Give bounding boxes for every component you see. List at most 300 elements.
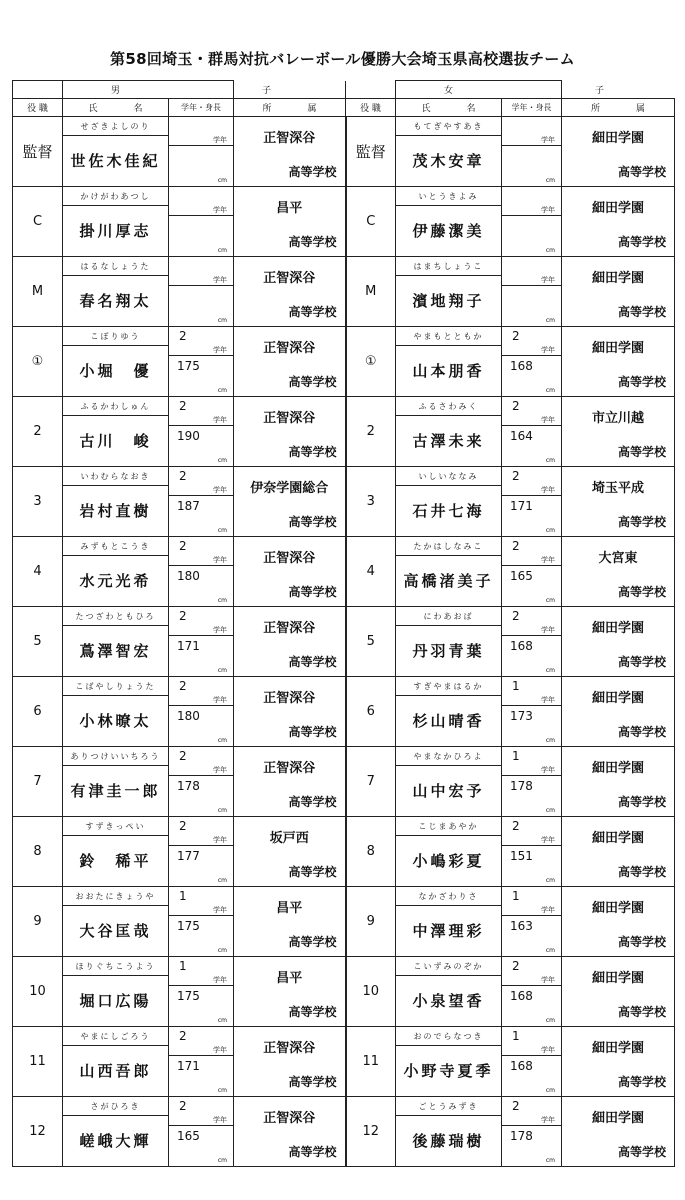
grade-height-cell: [502, 607, 562, 677]
school-cell: [234, 607, 346, 677]
male-player-name-cell: [63, 117, 169, 187]
grade-height-cell: [502, 187, 562, 257]
player-name: 世佐木佳紀: [70, 152, 161, 170]
school-name: 正智深谷: [263, 131, 316, 146]
school-cell: [562, 747, 675, 817]
grade-value: 1: [179, 889, 187, 903]
height-value: 151: [510, 849, 533, 863]
school-cell: [562, 537, 675, 607]
school-cell: [234, 397, 346, 467]
table-row: [13, 117, 675, 187]
grade-value: 2: [179, 749, 187, 763]
grade-value: 2: [179, 399, 187, 413]
height-unit: cm: [217, 247, 227, 254]
grade-unit: 学年: [213, 416, 227, 424]
female-player-name-cell: [396, 607, 502, 677]
school-cell: [562, 467, 675, 537]
school-name: 細田学園: [591, 901, 644, 916]
grade-height-cell: [169, 887, 234, 957]
grade-value: 2: [512, 399, 520, 413]
name-reading: やまもとともか: [396, 327, 501, 346]
grade-unit: 学年: [213, 486, 227, 494]
player-name: 鈴 稀平: [79, 852, 152, 870]
school-name: 埼玉平成: [591, 481, 644, 496]
role-cell: 9: [346, 887, 396, 957]
name-reading: たかはしなみこ: [396, 537, 501, 556]
grade-value: 1: [512, 679, 520, 693]
school-cell: [562, 257, 675, 327]
height-value: 168: [510, 359, 533, 373]
school-cell: [234, 117, 346, 187]
school-type: 高等学校: [288, 865, 337, 879]
gender-header-row: [13, 81, 675, 99]
school-cell: [234, 537, 346, 607]
player-name: 有津圭一郎: [70, 782, 161, 800]
divider: [169, 495, 233, 496]
male-player-name-cell: [63, 537, 169, 607]
school-name: 細田学園: [591, 761, 644, 776]
grade-unit: 学年: [213, 836, 227, 844]
header-name: 氏 名: [63, 99, 169, 117]
school-type: 高等学校: [617, 1145, 666, 1159]
grade-height-cell: [502, 1097, 562, 1167]
male-player-name-cell: [63, 607, 169, 677]
name-reading: にわあおば: [396, 607, 501, 626]
grade-unit: 学年: [213, 556, 227, 564]
height-value: 171: [177, 1059, 200, 1073]
school-name: 正智深谷: [263, 761, 316, 776]
table-row: [13, 957, 675, 1027]
grade-unit: 学年: [541, 206, 555, 214]
role-cell: ①: [13, 327, 63, 397]
name-reading: たつざわともひろ: [63, 607, 168, 626]
grade-unit: 学年: [213, 1116, 227, 1124]
height-value: 164: [510, 429, 533, 443]
role-cell: 7: [13, 747, 63, 817]
divider: [169, 1055, 233, 1056]
height-unit: cm: [217, 1087, 227, 1094]
male-player-name-cell: [63, 747, 169, 817]
gender-female-label: 女 子: [396, 81, 562, 99]
height-value: 175: [177, 919, 200, 933]
school-cell: [562, 1097, 675, 1167]
height-value: 168: [510, 639, 533, 653]
height-unit: cm: [545, 597, 555, 604]
player-name: 小泉望香: [412, 992, 485, 1010]
female-player-name-cell: [396, 467, 502, 537]
male-player-name-cell: [63, 397, 169, 467]
male-player-name-cell: [63, 887, 169, 957]
divider: [502, 775, 561, 776]
header-name: 氏 名: [396, 99, 502, 117]
school-name: 伊奈学園総合: [250, 481, 329, 496]
grade-value: 2: [179, 609, 187, 623]
school-type: 高等学校: [617, 585, 666, 599]
grade-height-cell: [502, 1027, 562, 1097]
player-name: 蔦澤智宏: [79, 642, 152, 660]
grade-value: 2: [512, 329, 520, 343]
divider: [502, 285, 561, 286]
grade-unit: 学年: [541, 626, 555, 634]
school-name: 昌平: [276, 201, 303, 216]
grade-value: 2: [179, 819, 187, 833]
school-name: 昌平: [276, 971, 303, 986]
grade-height-cell: [502, 397, 562, 467]
school-name: 正智深谷: [263, 411, 316, 426]
height-unit: cm: [217, 737, 227, 744]
height-unit: cm: [217, 1157, 227, 1164]
grade-value: 2: [512, 539, 520, 553]
school-cell: [234, 187, 346, 257]
school-type: 高等学校: [617, 1075, 666, 1089]
grade-height-cell: [169, 1097, 234, 1167]
grade-height-cell: [169, 607, 234, 677]
divider: [502, 845, 561, 846]
school-cell: [234, 887, 346, 957]
grade-value: 1: [512, 749, 520, 763]
grade-unit: 学年: [213, 696, 227, 704]
divider: [169, 845, 233, 846]
grade-unit: 学年: [213, 626, 227, 634]
school-name: 正智深谷: [263, 621, 316, 636]
divider: [169, 705, 233, 706]
divider: [169, 1125, 233, 1126]
height-value: 178: [510, 1129, 533, 1143]
name-reading: ふるさわみく: [396, 397, 501, 416]
school-cell: [234, 1097, 346, 1167]
school-cell: [562, 817, 675, 887]
height-unit: cm: [545, 1087, 555, 1094]
school-type: 高等学校: [288, 655, 337, 669]
school-cell: [562, 187, 675, 257]
grade-height-cell: [169, 817, 234, 887]
school-name: 正智深谷: [263, 551, 316, 566]
table-row: [13, 817, 675, 887]
male-player-name-cell: [63, 257, 169, 327]
height-unit: cm: [545, 667, 555, 674]
school-type: 高等学校: [288, 1075, 337, 1089]
role-cell: 監督: [13, 117, 63, 187]
school-type: 高等学校: [617, 1005, 666, 1019]
player-name: 茂木安章: [412, 152, 485, 170]
grade-unit: 学年: [213, 276, 227, 284]
grade-height-cell: [502, 257, 562, 327]
header-role: 役 職: [346, 99, 396, 117]
school-type: 高等学校: [617, 445, 666, 459]
school-cell: [234, 327, 346, 397]
school-type: 高等学校: [288, 1005, 337, 1019]
table-row: [13, 537, 675, 607]
grade-value: 2: [512, 959, 520, 973]
school-name: 細田学園: [591, 131, 644, 146]
height-unit: cm: [217, 947, 227, 954]
divider: [169, 985, 233, 986]
page-title: 第58回埼玉・群馬対抗バレーボール優勝大会埼玉県高校選抜チーム: [110, 50, 575, 68]
player-name: 小嶋彩夏: [412, 852, 485, 870]
role-cell: 12: [13, 1097, 63, 1167]
role-cell: C: [13, 187, 63, 257]
height-unit: cm: [217, 387, 227, 394]
role-cell: 4: [346, 537, 396, 607]
grade-value: 2: [179, 1029, 187, 1043]
name-reading: みずもとこうき: [63, 537, 168, 556]
grade-height-cell: [502, 537, 562, 607]
player-name: 山本朋香: [412, 362, 485, 380]
divider: [502, 425, 561, 426]
name-reading: かけがわあつし: [63, 187, 168, 206]
height-unit: cm: [545, 527, 555, 534]
header-school: 所 属: [562, 99, 675, 117]
player-name: 小堀 優: [79, 362, 152, 380]
player-name: 高橋渚美子: [403, 572, 494, 590]
grade-value: 2: [512, 819, 520, 833]
grade-unit: 学年: [213, 136, 227, 144]
divider: [169, 145, 233, 146]
height-value: 163: [510, 919, 533, 933]
player-name: 嵯峨大輝: [79, 1132, 152, 1150]
grade-height-cell: [502, 327, 562, 397]
school-name: 細田学園: [591, 831, 644, 846]
grade-height-cell: [169, 677, 234, 747]
divider: [502, 215, 561, 216]
school-name: 正智深谷: [263, 691, 316, 706]
school-type: 高等学校: [617, 515, 666, 529]
grade-unit: 学年: [213, 906, 227, 914]
school-name: 正智深谷: [263, 341, 316, 356]
grade-value: 2: [179, 469, 187, 483]
name-reading: やまにしごろう: [63, 1027, 168, 1046]
player-name: 後藤瑞樹: [412, 1132, 485, 1150]
divider: [169, 915, 233, 916]
school-name: 正智深谷: [263, 271, 316, 286]
school-cell: [234, 257, 346, 327]
divider: [502, 985, 561, 986]
name-reading: おおたにきょうや: [63, 887, 168, 906]
roster-body: [13, 117, 675, 1167]
grade-value: 1: [512, 1029, 520, 1043]
name-reading: すぎやまはるか: [396, 677, 501, 696]
grade-value: 2: [179, 539, 187, 553]
school-type: 高等学校: [288, 235, 337, 249]
female-player-name-cell: [396, 1097, 502, 1167]
school-name: 細田学園: [591, 201, 644, 216]
height-unit: cm: [545, 247, 555, 254]
school-cell: [562, 887, 675, 957]
name-reading: おのでらなつき: [396, 1027, 501, 1046]
height-unit: cm: [545, 387, 555, 394]
height-unit: cm: [217, 807, 227, 814]
name-reading: もてぎやすあき: [396, 117, 501, 136]
name-reading: こばやしりょうた: [63, 677, 168, 696]
player-name: 岩村直樹: [79, 502, 152, 520]
height-value: 168: [510, 1059, 533, 1073]
player-name: 堀口広陽: [79, 992, 152, 1010]
height-unit: cm: [545, 1157, 555, 1164]
player-name: 古澤未来: [412, 432, 485, 450]
grade-height-cell: [169, 187, 234, 257]
grade-height-cell: [502, 887, 562, 957]
table-row: [13, 607, 675, 677]
school-cell: [234, 467, 346, 537]
role-cell: 8: [13, 817, 63, 887]
grade-unit: 学年: [541, 976, 555, 984]
school-cell: [234, 817, 346, 887]
school-name: 市立川越: [591, 411, 644, 426]
divider: [169, 775, 233, 776]
player-name: 春名翔太: [79, 292, 152, 310]
role-cell: 8: [346, 817, 396, 887]
divider: [169, 285, 233, 286]
school-name: 細田学園: [591, 621, 644, 636]
school-name: 坂戸西: [269, 831, 309, 846]
male-player-name-cell: [63, 957, 169, 1027]
grade-height-cell: [169, 537, 234, 607]
name-reading: こぼりゆう: [63, 327, 168, 346]
name-reading: なかざわりさ: [396, 887, 501, 906]
school-type: 高等学校: [288, 585, 337, 599]
male-player-name-cell: [63, 187, 169, 257]
grade-height-cell: [502, 817, 562, 887]
name-reading: いわむらなおき: [63, 467, 168, 486]
school-type: 高等学校: [288, 375, 337, 389]
height-unit: cm: [545, 947, 555, 954]
player-name: 濱地翔子: [412, 292, 485, 310]
table-row: [13, 747, 675, 817]
grade-height-cell: [169, 1027, 234, 1097]
table-row: [13, 887, 675, 957]
grade-unit: 学年: [541, 1046, 555, 1054]
name-reading: さがひろき: [63, 1097, 168, 1116]
school-type: 高等学校: [288, 1145, 337, 1159]
name-reading: いとうきよみ: [396, 187, 501, 206]
role-cell: 6: [13, 677, 63, 747]
female-player-name-cell: [396, 257, 502, 327]
role-cell: 6: [346, 677, 396, 747]
male-player-name-cell: [63, 467, 169, 537]
player-name: 伊藤潔美: [412, 222, 485, 240]
height-unit: cm: [217, 877, 227, 884]
player-name: 山中宏予: [412, 782, 485, 800]
name-reading: ごとうみずき: [396, 1097, 501, 1116]
school-cell: [562, 957, 675, 1027]
height-unit: cm: [217, 1017, 227, 1024]
female-player-name-cell: [396, 397, 502, 467]
male-player-name-cell: [63, 817, 169, 887]
gender-male-label: 男 子: [63, 81, 234, 99]
school-cell: [562, 397, 675, 467]
header-role: 役 職: [13, 99, 63, 117]
player-name: 丹羽青葉: [412, 642, 485, 660]
table-row: [13, 1097, 675, 1167]
female-player-name-cell: [396, 117, 502, 187]
grade-height-cell: [502, 117, 562, 187]
female-player-name-cell: [396, 537, 502, 607]
male-player-name-cell: [63, 677, 169, 747]
divider: [169, 355, 233, 356]
height-value: 165: [510, 569, 533, 583]
height-value: 180: [177, 569, 200, 583]
height-value: 175: [177, 989, 200, 1003]
role-cell: M: [13, 257, 63, 327]
female-player-name-cell: [396, 817, 502, 887]
name-reading: すずきっぺい: [63, 817, 168, 836]
school-type: 高等学校: [617, 865, 666, 879]
grade-unit: 学年: [213, 346, 227, 354]
school-cell: [234, 957, 346, 1027]
grade-height-cell: [169, 957, 234, 1027]
table-row: [13, 1027, 675, 1097]
grade-unit: 学年: [541, 1116, 555, 1124]
school-cell: [234, 1027, 346, 1097]
school-type: 高等学校: [617, 165, 666, 179]
role-cell: 監督: [346, 117, 396, 187]
name-reading: いしいななみ: [396, 467, 501, 486]
player-name: 掛川厚志: [79, 222, 152, 240]
table-row: [13, 327, 675, 397]
name-reading: はまちしょうこ: [396, 257, 501, 276]
name-reading: はるなしょうた: [63, 257, 168, 276]
height-unit: cm: [545, 457, 555, 464]
player-name: 水元光希: [79, 572, 152, 590]
grade-height-cell: [169, 397, 234, 467]
grade-height-cell: [169, 257, 234, 327]
height-value: 187: [177, 499, 200, 513]
name-reading: ふるかわしゅん: [63, 397, 168, 416]
school-name: 細田学園: [591, 341, 644, 356]
name-reading: せざきよしのり: [63, 117, 168, 136]
grade-unit: 学年: [541, 486, 555, 494]
height-value: 165: [177, 1129, 200, 1143]
grade-unit: 学年: [213, 976, 227, 984]
school-name: 細田学園: [591, 1041, 644, 1056]
school-name: 細田学園: [591, 691, 644, 706]
height-unit: cm: [545, 807, 555, 814]
grade-height-cell: [502, 677, 562, 747]
name-reading: やまなかひろよ: [396, 747, 501, 766]
table-row: [13, 257, 675, 327]
role-cell: 12: [346, 1097, 396, 1167]
height-unit: cm: [545, 737, 555, 744]
school-name: 細田学園: [591, 271, 644, 286]
height-unit: cm: [545, 177, 555, 184]
height-value: 168: [510, 989, 533, 1003]
school-type: 高等学校: [617, 795, 666, 809]
school-cell: [562, 1027, 675, 1097]
role-cell: C: [346, 187, 396, 257]
grade-unit: 学年: [541, 696, 555, 704]
height-unit: cm: [217, 317, 227, 324]
male-player-name-cell: [63, 1097, 169, 1167]
table-row: [13, 677, 675, 747]
male-player-name-cell: [63, 327, 169, 397]
school-type: 高等学校: [617, 725, 666, 739]
school-cell: [234, 677, 346, 747]
female-player-name-cell: [396, 327, 502, 397]
role-cell: 2: [346, 397, 396, 467]
divider: [502, 565, 561, 566]
role-cell: 10: [13, 957, 63, 1027]
school-type: 高等学校: [617, 935, 666, 949]
school-type: 高等学校: [617, 375, 666, 389]
role-cell: 11: [13, 1027, 63, 1097]
grade-value: 2: [512, 1099, 520, 1113]
school-name: 細田学園: [591, 971, 644, 986]
grade-height-cell: [502, 957, 562, 1027]
grade-height-cell: [502, 747, 562, 817]
name-reading: こじまあやか: [396, 817, 501, 836]
school-type: 高等学校: [288, 305, 337, 319]
school-name: 大宮東: [598, 551, 638, 566]
